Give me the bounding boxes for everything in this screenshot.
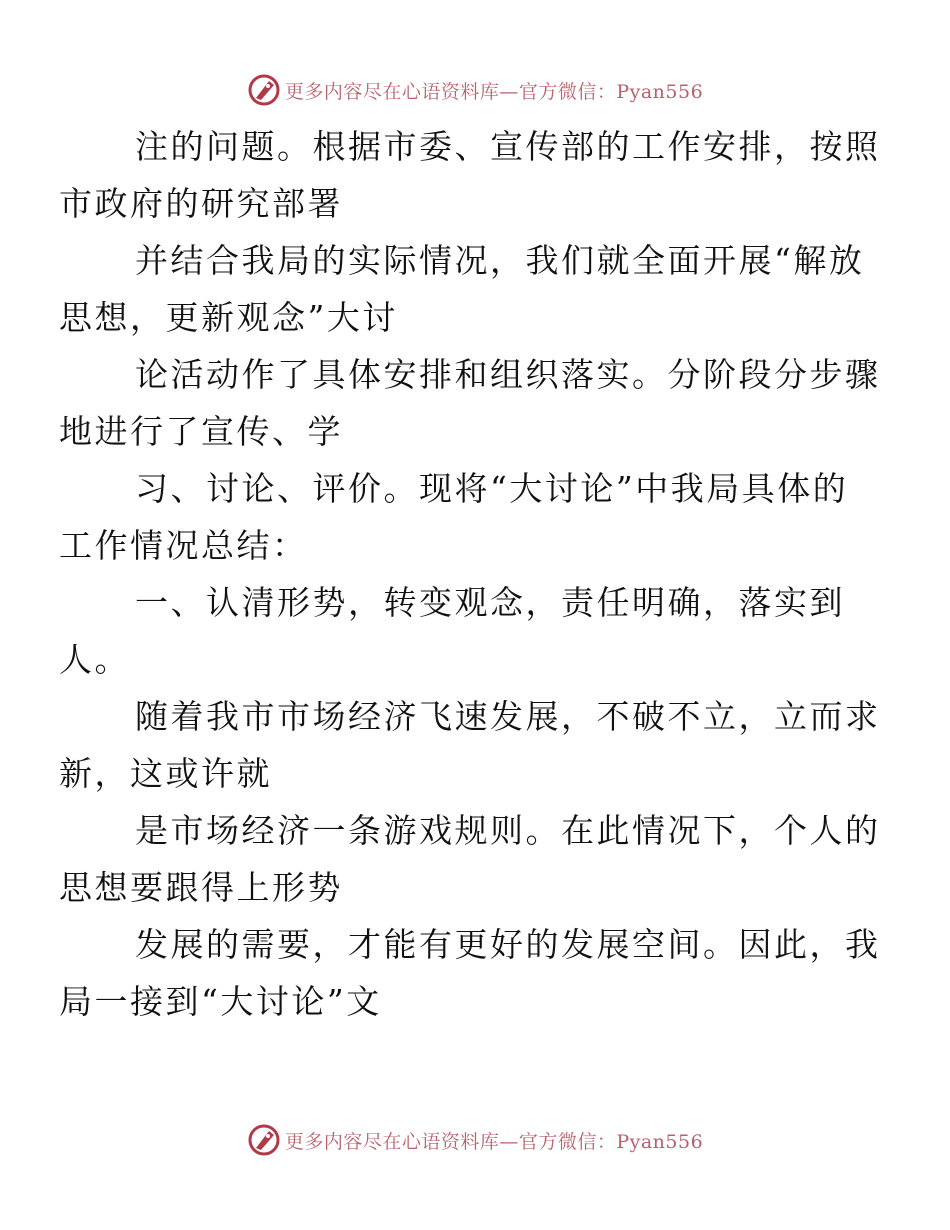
watermark-text: 更多内容尽在心语资料库—官方微信：Pyan556 (284, 1130, 704, 1153)
text-line: 一、认清形势，转变观念，责任明确，落实到 (135, 583, 845, 622)
text-line: 局一接到“大讨论”文 (59, 982, 382, 1021)
text-line: 是市场经济一条游戏规则。在此情况下，个人的 (135, 811, 881, 850)
text-line: 并结合我局的实际情况，我们就全面开展“解放 (135, 241, 865, 280)
paragraph (59, 346, 881, 460)
text-line: 地进行了宣传、学 (59, 412, 343, 451)
text-line: 习、讨论、评价。现将“大讨论”中我局具体的 (135, 469, 849, 508)
text-line: 思想要跟得上形势 (59, 868, 343, 907)
text-line: 思想，更新观念”大讨 (59, 298, 398, 337)
paragraph (59, 802, 881, 916)
document-body (59, 118, 881, 1030)
watermark-text: 更多内容尽在心语资料库—官方微信：Pyan556 (284, 80, 704, 103)
paragraph (59, 118, 881, 232)
text-line: 人。 (59, 640, 130, 679)
pen-nib-logo-icon (247, 73, 281, 107)
section-heading (59, 574, 857, 688)
text-line: 新，这或许就 (59, 754, 272, 793)
text-line: 市政府的研究部署 (59, 184, 343, 223)
paragraph (59, 460, 857, 574)
text-line: 随着我市市场经济飞速发展，不破不立，立而求 (135, 697, 881, 736)
paragraph (59, 916, 881, 1030)
text-line: 发展的需要，才能有更好的发展空间。因此，我 (135, 925, 881, 964)
footer-watermark-banner (0, 1120, 950, 1160)
text-line: 注的问题。根据市委、宣传部的工作安排，按照 (135, 127, 881, 166)
text-line: 工作情况总结： (59, 526, 308, 565)
pen-nib-logo-icon (247, 1123, 281, 1157)
paragraph (59, 688, 881, 802)
text-line: 论活动作了具体安排和组织落实。分阶段分步骤 (135, 355, 881, 394)
paragraph (59, 232, 865, 346)
header-watermark-banner (0, 70, 950, 110)
